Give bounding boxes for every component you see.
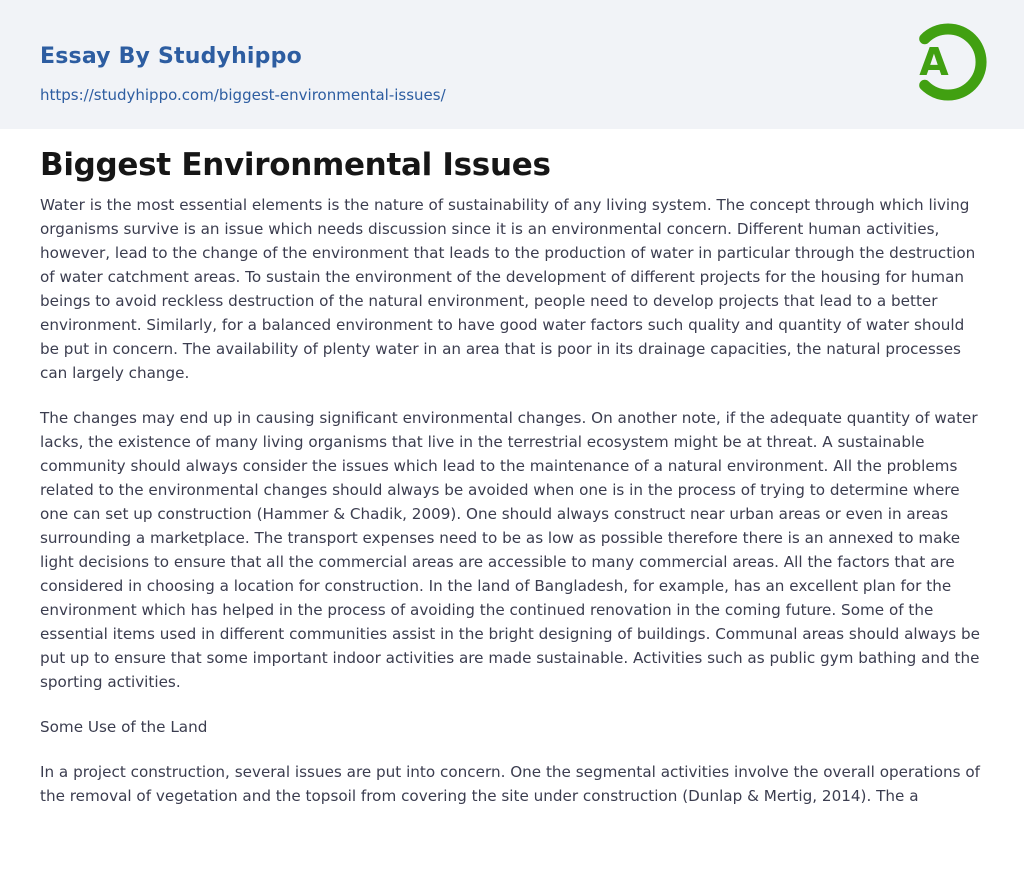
section-subheading: Some Use of the Land <box>40 718 208 736</box>
studyhippo-logo-icon <box>908 22 988 102</box>
source-url-link[interactable]: https://studyhippo.com/biggest-environmental-issues/ <box>40 86 446 104</box>
paragraph-3: In a project construction, several issues are put into concern. One the segmental activities involve the overall operations of the removal of vegetation and the topsoil from covering the site under construction (Dunlap & Mertig, 2014). The a <box>40 763 980 805</box>
page-header <box>0 0 1024 129</box>
paragraph-2: The changes may end up in causing significant environmental changes. On another note, if the adequate quantity of water lacks, the existence of many living organisms that live in the terrestrial ecosystem might be at threat. A sustainable community should always consider the issues which lead to the maintenance of a natural environment. All the problems related to the environmental changes should always be avoided when one is in the process of trying to determine where one can set up construction (Hammer & Chadik, 2009). One should always construct near urban areas or even in areas surrounding a marketplace. The transport expenses need to be as low as possible therefore there is an annexed to make light decisions to ensure that all the commercial areas are accessible to many commercial areas. All the factors that are considered in choosing a location for construction. In the land of Bangladesh, for example, has an excellent plan for the environment which has helped in the process of avoiding the continued renovation in the coming future. Some of the essential items used in different communities assist in the bright designing of buildings. Communal areas should always be put up to ensure that some important indoor activities are made sustainable. Activities such as public gym bathing and the sporting activities. <box>40 409 981 691</box>
site-title: Essay By Studyhippo <box>40 44 302 69</box>
paragraph-1: Water is the most essential elements is the nature of sustainability of any living system. The concept through which living organisms survive is an issue which needs discussion since it is an environmental concern. Different human activities, however, lead to the change of the environment that leads to the production of water in particular through the destruction of water catchment areas. To sustain the environment of the development of different projects for the housing for human beings to avoid reckless destruction of the natural environment, people need to develop projects that lead to a better environment. Similarly, for a balanced environment to have good water factors such quality and quantity of water should be put in concern. The availability of plenty water in an area that is poor in its drainage capacities, the natural processes can largely change. <box>40 196 976 382</box>
article-title: Biggest Environmental Issues <box>40 147 551 183</box>
logo-arc-icon <box>908 22 988 102</box>
article-body <box>0 147 1024 808</box>
logo-letter: A <box>919 40 949 84</box>
